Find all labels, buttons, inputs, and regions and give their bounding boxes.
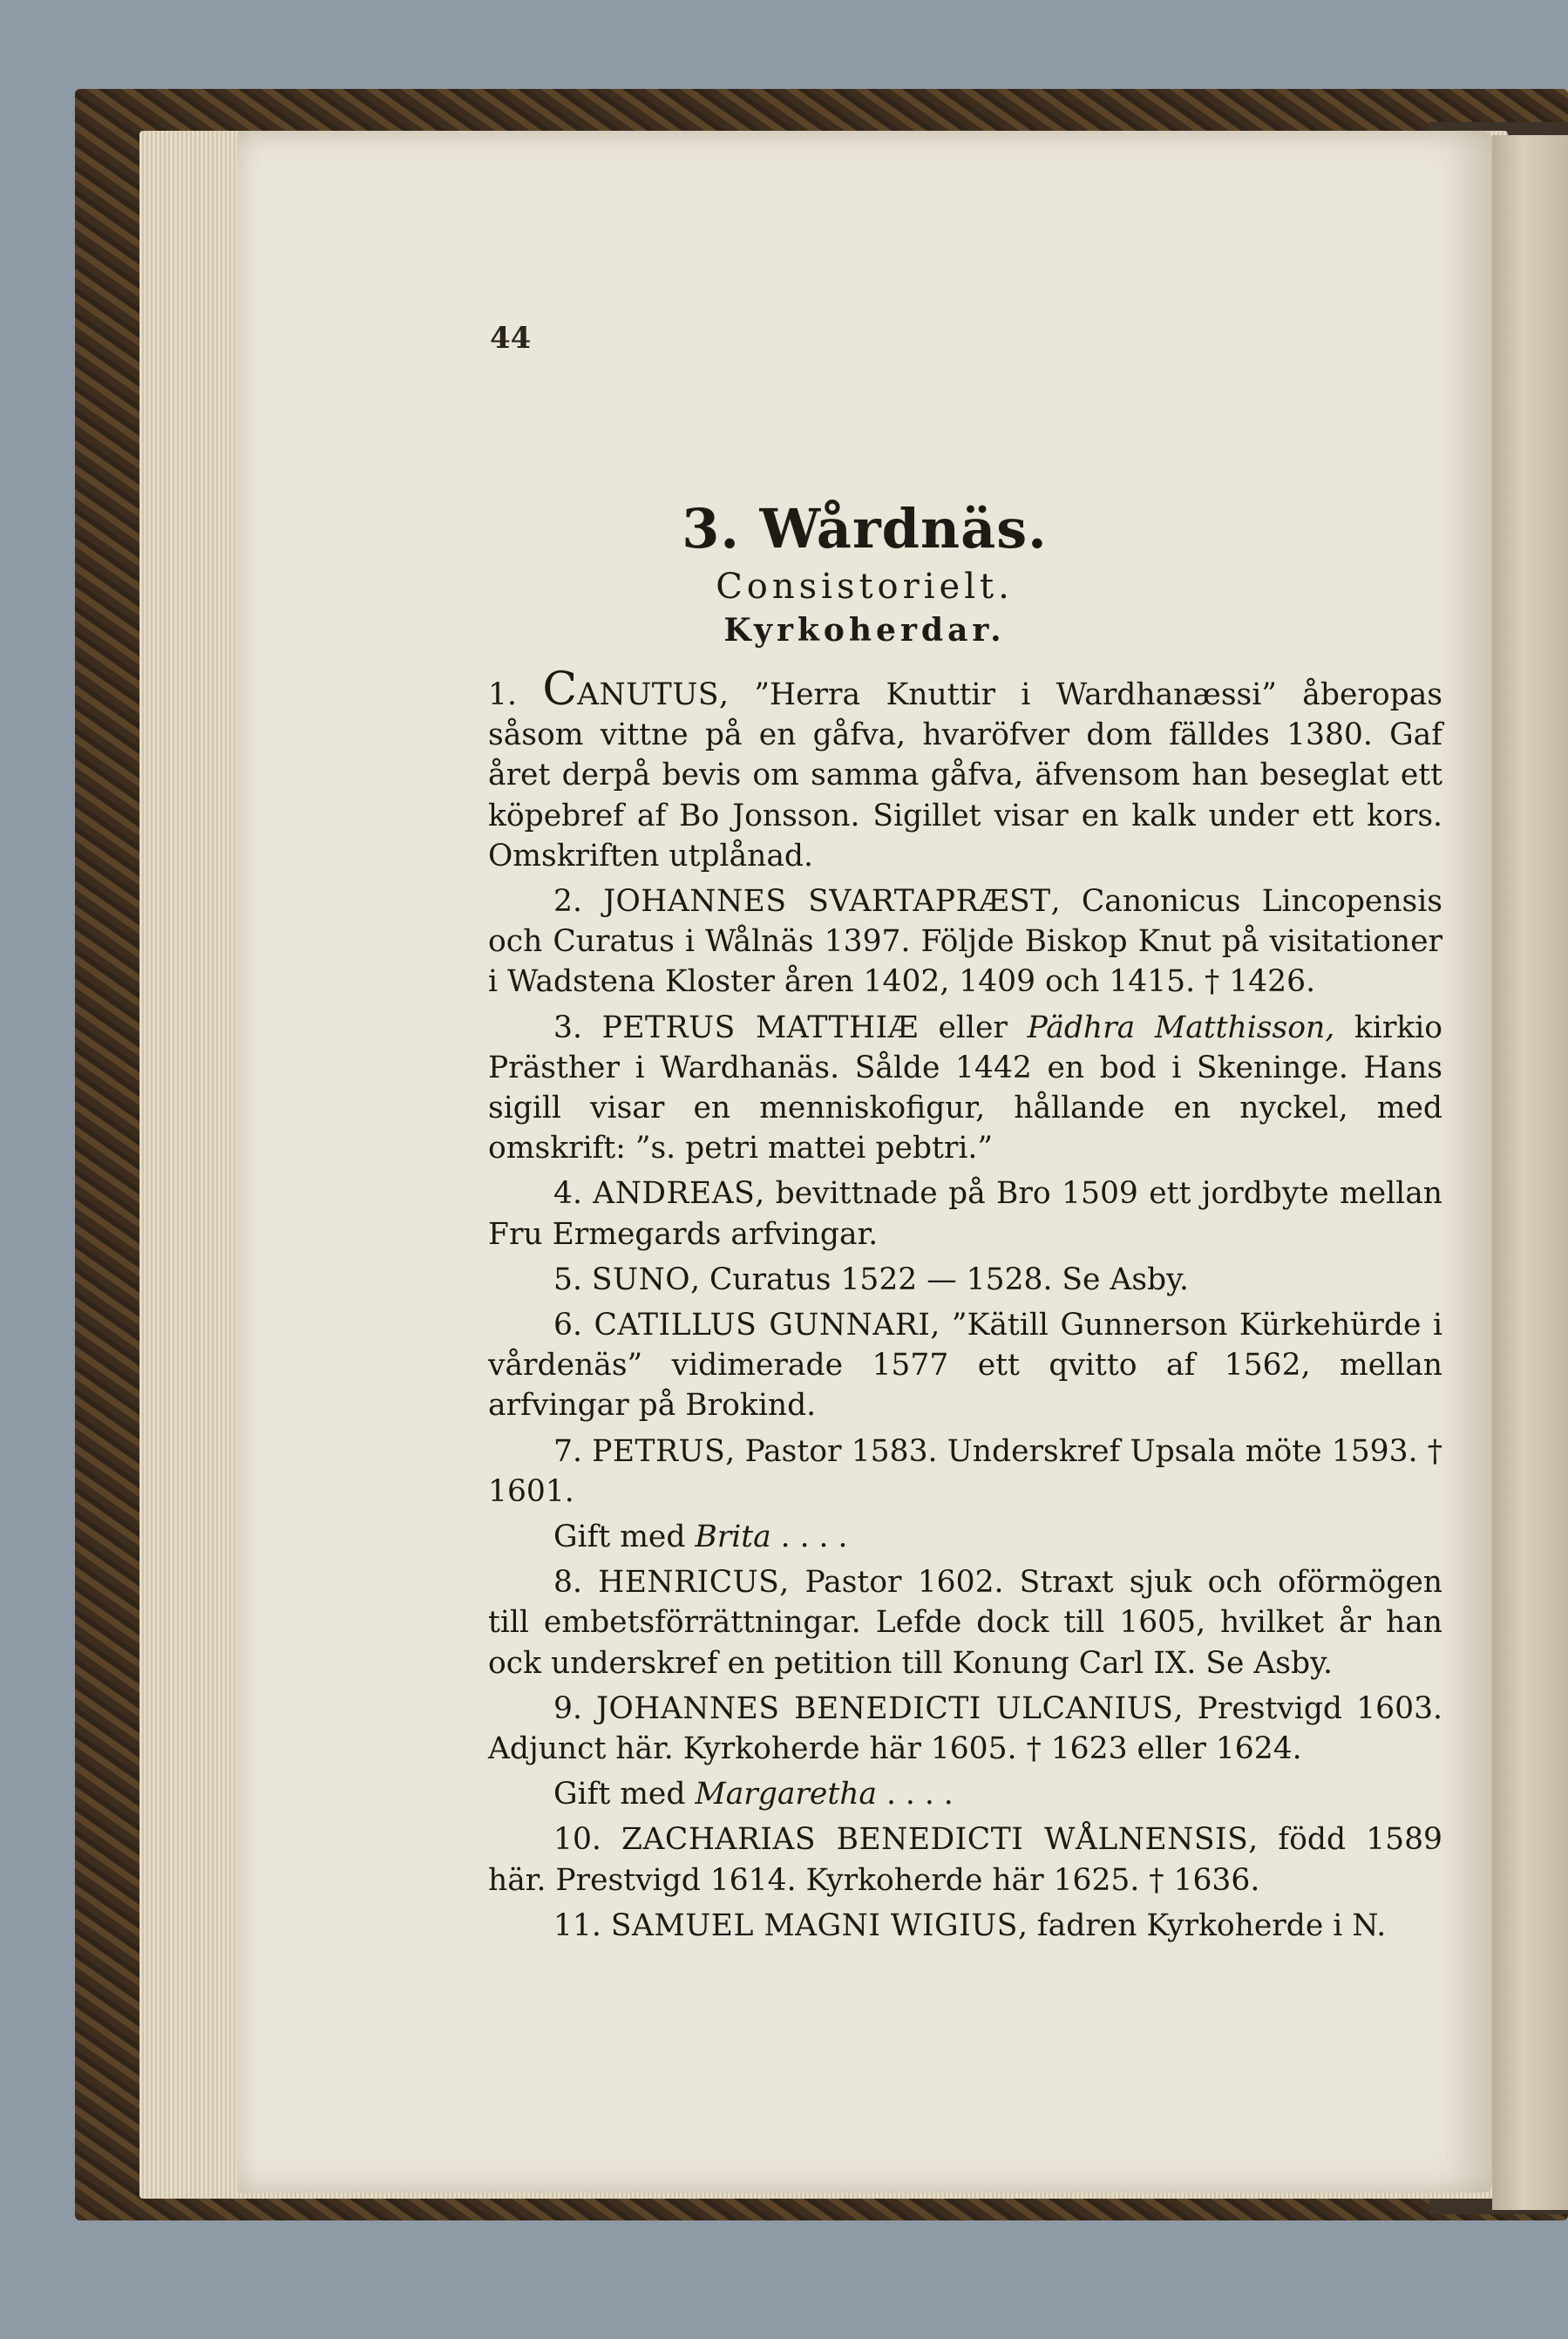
entry-text: kirkio Prästher i Wardhanäs. Sålde 1442 en bod i Skeninge. Hans sigill visar en menniskofigur, hållande en nyckel, med omskrift: ”s. petri mattei pebtri.” <box>488 1010 1443 1166</box>
entry-7-marriage <box>488 1517 1442 1557</box>
entry-text: , ”Herra Knuttir i Wardhanæssi” åberopas såsom vittne på en gåfva, hvaröfver dom fälldes 1380. Gaf året derpå bevis om samma gåfva, äfvensom han beseglat ett köpebref af Bo Jonsson. Sigillet visar en kalk under ett kors. Omskriften utplånad. <box>488 677 1443 874</box>
entry-1 <box>488 663 1443 876</box>
section-title: 3. Wårdnäs. <box>682 497 1048 561</box>
entry-number: 1. <box>488 677 517 712</box>
entry-name: ANUTUS <box>577 677 720 712</box>
entry-name: JOHANNES BENEDICTI ULCANIUS <box>596 1690 1174 1726</box>
page-number: 44 <box>490 321 532 356</box>
gift-tail: . . . . <box>770 1520 848 1555</box>
entry-text: , Curatus 1522 — 1528. Se Asby. <box>690 1261 1190 1297</box>
entry-number: 9. <box>553 1690 582 1726</box>
entry-text: , ”Kätill Gunnerson Kürkehürde i vårdenäs” vidimerade 1577 ett qvitto af 1562, mellan arfvingar på Brokind. <box>488 1308 1443 1424</box>
drop-cap: C <box>542 663 578 716</box>
section-subtitle: Consistorielt. <box>716 567 1014 607</box>
entry-text: , född 1589 här. Prestvigd 1614. Kyrkoherde här 1625. † 1636. <box>488 1822 1442 1898</box>
body-text <box>488 663 1443 1951</box>
entry-number: 4. <box>553 1176 582 1212</box>
entry-number: 2. <box>553 884 582 920</box>
entry-3 <box>488 1008 1442 1169</box>
section-subheading: Kyrkoherdar. <box>723 612 1006 649</box>
entry-italic-name: Pädhra Matthisson, <box>1027 1010 1335 1045</box>
entry-name: SUNO <box>591 1261 691 1297</box>
spouse-name: Brita <box>695 1520 771 1555</box>
entry-number: 5. <box>553 1261 582 1297</box>
entry-2 <box>488 881 1442 1003</box>
entry-number: 8. <box>553 1565 582 1601</box>
entry-number: 3. <box>553 1010 582 1045</box>
entry-name: ZACHARIAS BENEDICTI WÅLNENSIS <box>621 1822 1249 1858</box>
entry-9 <box>488 1689 1442 1769</box>
entry-11 <box>488 1906 1442 1946</box>
entry-9-marriage <box>488 1774 1442 1814</box>
entry-name: CATILLUS GUNNARI <box>594 1308 931 1343</box>
entry-name: PETRUS MATTHIÆ <box>601 1010 919 1045</box>
entry-7 <box>488 1431 1442 1512</box>
gift-label: Gift med <box>553 1520 686 1555</box>
entry-number: 6. <box>553 1308 582 1343</box>
gift-label: Gift med <box>553 1777 686 1812</box>
gift-tail: . . . . <box>877 1777 954 1812</box>
entry-name: JOHANNES SVARTAPRÆST <box>603 884 1051 920</box>
facing-page-edge <box>1492 135 1568 2210</box>
entry-number: 11. <box>553 1907 601 1943</box>
entry-text: , Canonicus Lincopensis och Curatus i Wålnäs 1397. Följde Biskop Knut på visitationer i Wadstena Kloster åren 1402, 1409 och 1415. † 1426. <box>488 884 1443 1000</box>
entry-text: , fadren Kyrkoherde i N. <box>1017 1907 1387 1943</box>
spouse-name: Margaretha <box>695 1777 877 1812</box>
entry-text-pre: eller <box>918 1010 1028 1045</box>
entry-10 <box>488 1819 1442 1900</box>
entry-text: , Pastor 1602. Straxt sjuk och oförmögen till embetsförrättningar. Lefde dock till 1605, hvilket år han ock underskref en petition till Konung Carl IX. Se Asby. <box>488 1565 1443 1681</box>
entry-name: PETRUS <box>592 1433 726 1469</box>
entry-5 <box>488 1260 1442 1300</box>
entry-name: HENRICUS <box>598 1565 780 1601</box>
entry-name: ANDREAS <box>593 1176 756 1212</box>
entry-text: , bevittnade på Bro 1509 ett jordbyte mellan Fru Ermegards arfvingar. <box>488 1176 1442 1252</box>
entry-number: 7. <box>553 1433 582 1469</box>
entry-6 <box>488 1305 1442 1426</box>
entry-number: 10. <box>553 1822 601 1858</box>
entry-4 <box>488 1173 1442 1254</box>
entry-name: SAMUEL MAGNI WIGIUS <box>610 1907 1018 1943</box>
entry-8 <box>488 1562 1442 1683</box>
entry-text: , Prestvigd 1603. Adjunct här. Kyrkoherde här 1605. † 1623 eller 1624. <box>488 1690 1442 1767</box>
entry-text: , Pastor 1583. Underskref Upsala möte 1593. † 1601. <box>488 1433 1443 1509</box>
